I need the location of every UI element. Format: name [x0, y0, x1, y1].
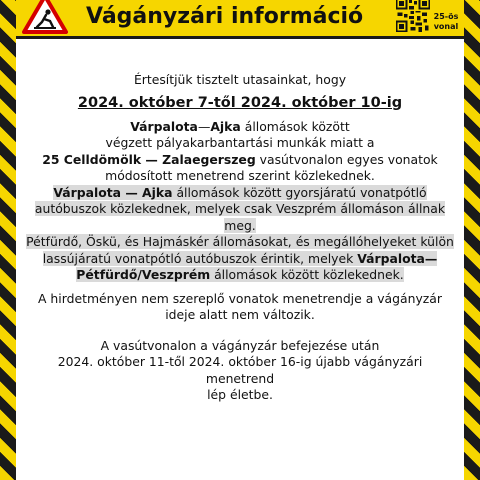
paragraph-unchanged: A hirdetményen nem szereplő vonatok menetrendje a vágányzár ideje alatt nem változik.: [38, 290, 442, 322]
intro-text: Értesítjük tisztelt utasainkat, hogy: [133, 72, 347, 87]
between-text: állomások között: [240, 118, 350, 134]
line-number: 25-ös: [433, 12, 459, 21]
paragraph-fast-bus: [24, 185, 456, 235]
warning-sign-icon: [22, 0, 68, 34]
railway-line-name: 25 Celldömölk — Zalaegerszeg: [42, 151, 256, 167]
separator: —: [197, 118, 211, 134]
slow-bus-text: Pétfürdő, Öskü, és Hajmáskér állomásokat, és megállóhelyeket külön lassújáratú vonatpótló autóbuszok érintik, melyek: [26, 234, 454, 266]
modified-schedule-text: vasútvonalon egyes vonatok módosított menetrend szerint közlekednek.: [105, 151, 438, 183]
next-closure-line-2: 2024. október 11-től 2024. október 16-ig újabb vágányzári menetrend: [57, 354, 423, 386]
notice-body: [24, 72, 456, 404]
fast-bus-text: állomások között gyorsjáratú vonatpótló autóbuszok közlekednek, melyek csak Veszprém állomáson állnak meg.: [34, 184, 446, 233]
maintenance-text: végzett pályakarbantartási munkák miatt a: [105, 135, 375, 150]
fast-bus-stations: Várpalota — Ajka: [53, 184, 173, 200]
qr-code-icon[interactable]: [396, 0, 430, 32]
hazard-stripe-left: [0, 0, 16, 480]
date-range: 2024. október 7-től 2024. október 10-ig: [77, 94, 403, 111]
station-varpalota: Várpalota: [130, 118, 198, 134]
next-closure-line-3: lép életbe.: [207, 387, 273, 402]
line-number-badge: [430, 12, 462, 32]
paragraph-slow-bus: [24, 234, 456, 284]
paragraph-next-closure: [24, 338, 456, 404]
hazard-stripe-right: [464, 0, 480, 480]
slow-bus-text-end: állomások között közlekednek.: [210, 267, 404, 282]
station-ajka: Ajka: [210, 118, 241, 134]
line-word: vonal: [433, 22, 459, 31]
slow-bus-stations: Várpalota—Pétfürdő/Veszprém: [76, 250, 438, 282]
next-closure-line-1: A vasútvonalon a vágányzár befejezése után: [100, 337, 380, 353]
header-banner: [16, 0, 464, 39]
paragraph-maintenance: [24, 119, 456, 185]
notice-title: Vágányzári információ: [86, 4, 364, 29]
